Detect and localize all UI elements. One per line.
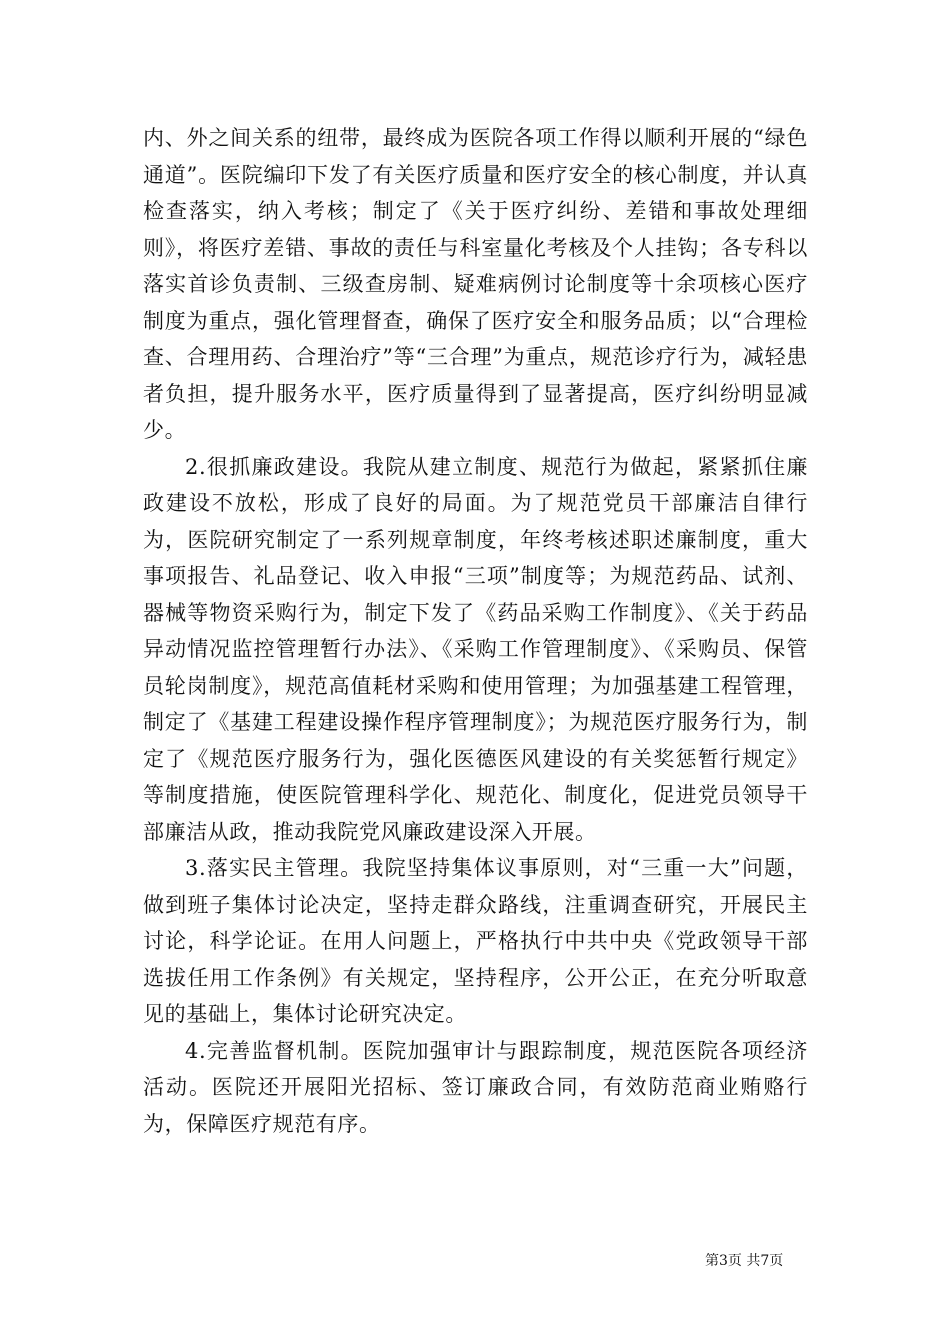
paragraph-anti-corruption: 2.很抓廉政建设。我院从建立制度、规范行为做起，紧紧抓住廉政建设不放松，形成了良好的局面。为了规范党员干部廉洁自律行为，医院研究制定了一系列规章制度，年终考核述职述廉制度，重大事项报告、礼品登记、收入申报“三项”制度等；为规范药品、试剂、器械等物资采购行为，制定下发了《药品采购工作制度》、《关于药品异动情况监控管理暂行办法》、《采购工作管理制度》、《采购员、保管员轮岗制度》，规范高值耗材采购和使用管理；为加强基建工程管理，制定了《基建工程建设操作程序管理制度》；为规范医疗服务行为，制定了《规范医疗服务行为，强化医德医风建设的有关奖惩暂行规定》等制度措施，使医院管理科学化、规范化、制度化，促进党员领导干部廉洁从政，推动我院党风廉政建设深入开展。 [143, 454, 808, 844]
paragraph-supervision-mechanism: 4.完善监督机制。医院加强审计与跟踪制度，规范医院各项经济活动。医院还开展阳光招标、签订廉政合同，有效防范商业贿赂行为，保障医疗规范有序。 [143, 1038, 808, 1136]
document-body [143, 120, 808, 1142]
page-number-footer: 第3页 共7页 [705, 1253, 784, 1269]
paragraph-democratic-management: 3.落实民主管理。我院坚持集体议事原则，对“三重一大”问题，做到班子集体讨论决定，坚持走群众路线，注重调查研究，开展民主讨论，科学论证。在用人问题上，严格执行中共中央《党政领导干部选拔任用工作条例》有关规定，坚持程序，公开公正，在充分听取意见的基础上，集体讨论研究决定。 [143, 856, 808, 1026]
paragraph-continuation: 内、外之间关系的纽带，最终成为医院各项工作得以顺利开展的“绿色通道”。医院编印下发了有关医疗质量和医疗安全的核心制度，并认真检查落实，纳入考核；制定了《关于医疗纠纷、差错和事故处理细则》，将医疗差错、事故的责任与科室量化考核及个人挂钩；各专科以落实首诊负责制、三级查房制、疑难病例讨论制度等十余项核心医疗制度为重点，强化管理督查，确保了医疗安全和服务品质；以“合理检查、合理用药、合理治疗”等“三合理”为重点，规范诊疗行为，减轻患者负担，提升服务水平，医疗质量得到了显著提高，医疗纠纷明显减少。 [143, 126, 808, 442]
